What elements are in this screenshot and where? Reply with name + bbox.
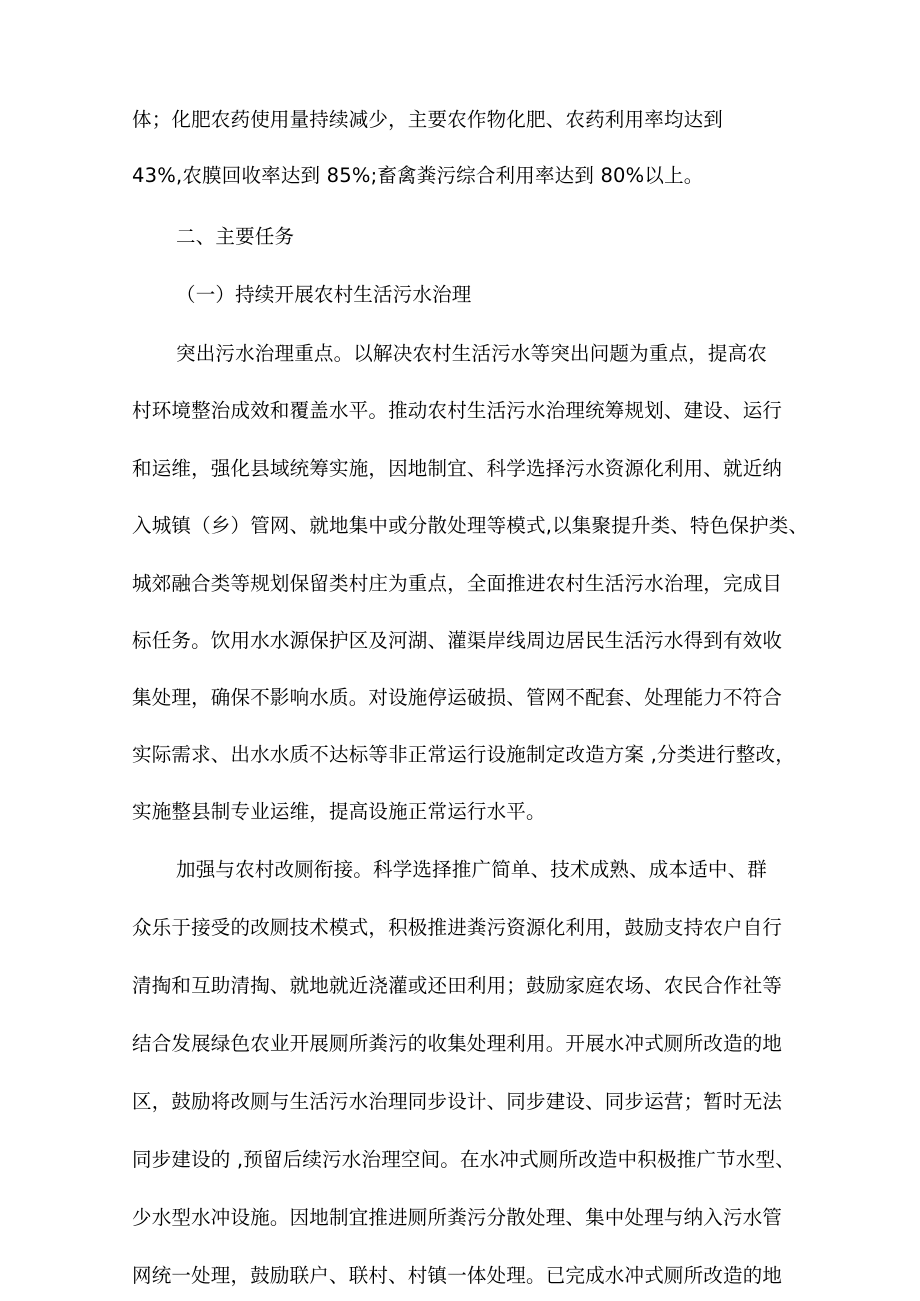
paragraph-line: 同步建设的 ,预留后续污水治理空间。在水冲式厕所改造中积极推广节水型、: [132, 1148, 795, 1171]
paragraph-line: 实施整县制专业运维，提高设施正常运行水平。: [132, 800, 546, 823]
paragraph-line: 加强与农村改厕衔接。科学选择推广简单、技术成熟、成本适中、群: [176, 858, 768, 881]
paragraph-line: 众乐于接受的改厕技术模式，积极推进粪污资源化利用，鼓励支持农户自行: [132, 916, 783, 939]
paragraph-line: 区，鼓励将改厕与生活污水治理同步设计、同步建设、同步运营；暂时无法: [132, 1090, 783, 1113]
section-heading: 二、主要任务: [176, 225, 295, 248]
paragraph-line: 城郊融合类等规划保留类村庄为重点，全面推进农村生活污水治理，完成目: [132, 572, 783, 595]
text-line: 43%,农膜回收率达到 85%;畜禽粪污综合利用率达到 80%以上。: [132, 164, 704, 187]
paragraph-line: 网统一处理，鼓励联户、联村、村镇一体处理。已完成水冲式厕所改造的地: [132, 1264, 783, 1287]
paragraph-line: 少水型水冲设施。因地制宜推进厕所粪污分散处理、集中处理与纳入污水管: [132, 1206, 783, 1229]
paragraph-line: 入城镇（乡）管网、就地集中或分散处理等模式,以集聚提升类、特色保护类、: [132, 514, 809, 537]
paragraph-line: 实际需求、出水水质不达标等非正常运行设施制定改造方案 ,分类进行整改，: [132, 743, 795, 766]
text-line: 体；化肥农药使用量持续减少，主要农作物化肥、农药利用率均达到: [132, 108, 724, 131]
paragraph-line: 突出污水治理重点。以解决农村生活污水等突出问题为重点，提高农: [176, 342, 768, 365]
subsection-heading: （一）持续开展农村生活污水治理: [176, 283, 472, 306]
paragraph-line: 村环境整治成效和覆盖水平。推动农村生活污水治理统筹规划、建设、运行: [132, 399, 783, 422]
paragraph-line: 集处理，确保不影响水质。对设施停运破损、管网不配套、处理能力不符合: [132, 686, 783, 709]
paragraph-line: 标任务。饮用水水源保护区及河湖、灌渠岸线周边居民生活污水得到有效收: [132, 629, 783, 652]
paragraph-line: 和运维，强化县域统筹实施，因地制宜、科学选择污水资源化利用、就近纳: [132, 457, 783, 480]
paragraph-line: 结合发展绿色农业开展厕所粪污的收集处理利用。开展水冲式厕所改造的地: [132, 1032, 783, 1055]
paragraph-line: 清掏和互助清掏、就地就近浇灌或还田利用；鼓励家庭农场、农民合作社等: [132, 974, 783, 997]
